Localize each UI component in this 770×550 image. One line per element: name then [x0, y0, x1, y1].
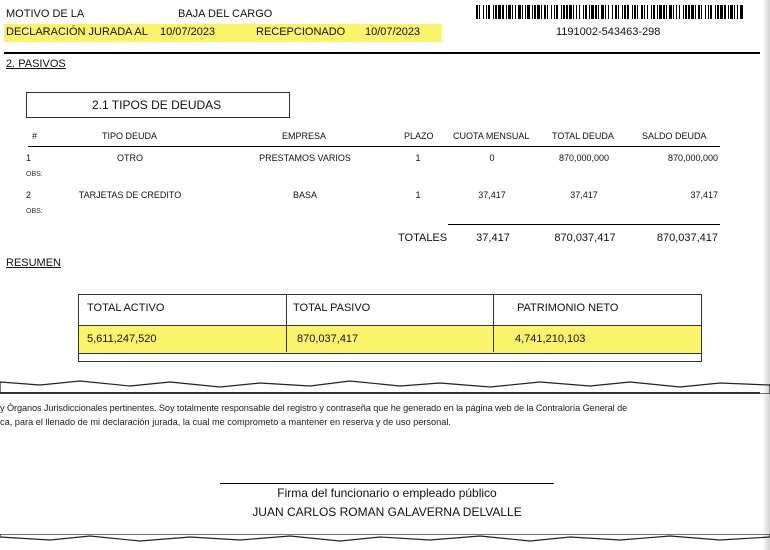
table-row-1-obs: OBS: [26, 171, 43, 178]
torn-shadow [0, 392, 760, 394]
table-row-1-empresa: PRESTAMOS VARIOS [259, 153, 351, 163]
declaracion-label: DECLARACIÓN JURADA AL [6, 26, 148, 38]
totals-total: 870,037,417 [554, 232, 616, 244]
resumen-vline-1 [286, 295, 287, 352]
col-header-tipo: TIPO DEUDA [102, 131, 158, 141]
table-row-1-total: 870,000,000 [558, 153, 610, 163]
table-row-2-obs: OBS: [26, 208, 43, 215]
section-title: 2. PASIVOS [6, 58, 66, 70]
resumen-header-patrimonio: PATRIMONIO NETO [517, 302, 619, 314]
resumen-header-pasivo: TOTAL PASIVO [293, 302, 371, 314]
declaracion-date: 10/07/2023 [160, 26, 216, 38]
table-row-1-tipo: OTRO [117, 153, 143, 163]
col-header-empresa: EMPRESA [282, 131, 327, 141]
table-row-1-num: 1 [26, 153, 32, 163]
barcode-graphic [476, 5, 744, 19]
totals-saldo: 870,037,417 [656, 232, 718, 244]
recepcionado-date: 10/07/2023 [365, 26, 421, 38]
resumen-value-activo: 5,611,247,520 [87, 333, 157, 345]
signature-name: JUAN CARLOS ROMAN GALAVERNA DELVALLE [252, 505, 522, 519]
table-row-2-num: 2 [26, 190, 32, 200]
barcode-number: 1191002-543463-298 [556, 26, 661, 38]
signature-line [220, 483, 554, 484]
table-row-1-plazo: 1 [415, 153, 421, 163]
declaration-line-2: ca, para el llenado de mi declaración jurada, la cual me comprometo a mantener en reserva y de uso personal. [0, 417, 451, 427]
table-row-1-saldo: 870,000,000 [667, 153, 718, 163]
resumen-hline-1 [79, 325, 701, 326]
table-row-2-cuota: 37,417 [478, 190, 506, 200]
header-divider [4, 52, 760, 54]
table-row-1-cuota: 0 [489, 153, 495, 163]
col-header-plazo: PLAZO [404, 131, 434, 141]
page-shadow [762, 0, 770, 550]
resumen-table [78, 294, 702, 362]
resumen-hline-2 [79, 353, 701, 354]
resumen-vline-2 [493, 295, 494, 352]
table-row-2-total: 37,417 [570, 190, 598, 200]
table-row-2-empresa: BASA [292, 190, 317, 200]
table-row-2-plazo: 1 [415, 190, 421, 200]
motivo-value: BAJA DEL CARGO [178, 8, 273, 20]
declaration-line-1: y Órganos Jurisdiccionales pertinentes. Soy totalmente responsable del registro y contraseña que he generado en la página web de la Contraloría General de [0, 403, 628, 413]
totals-label: TOTALES [398, 232, 448, 244]
resumen-header-activo: TOTAL ACTIVO [87, 302, 165, 314]
recepcionado-label: RECEPCIONADO [256, 26, 346, 38]
resumen-title: RESUMEN [6, 257, 62, 269]
motivo-label: MOTIVO DE LA [6, 8, 85, 20]
table-header-rule [28, 146, 720, 147]
table-row-2-tipo: TARJETAS DE CREDITO [78, 190, 182, 200]
col-header-saldo: SALDO DEUDA [642, 131, 707, 141]
signature-caption: Firma del funcionario o empleado público [277, 486, 497, 500]
totals-cuota: 37,417 [476, 232, 510, 244]
col-header-total: TOTAL DEUDA [552, 131, 614, 141]
col-header-cuota: CUOTA MENSUAL [453, 131, 530, 141]
resumen-values-highlight [79, 325, 701, 353]
torn-edge-bottom [0, 534, 770, 548]
col-header-num: # [32, 131, 38, 141]
subsection-title: 2.1 TIPOS DE DEUDAS [92, 98, 222, 112]
table-row-2-saldo: 37,417 [690, 190, 718, 200]
resumen-value-pasivo: 870,037,417 [297, 333, 359, 345]
totals-rule [448, 224, 720, 225]
resumen-value-patrimonio: 4,741,210,103 [515, 333, 586, 345]
